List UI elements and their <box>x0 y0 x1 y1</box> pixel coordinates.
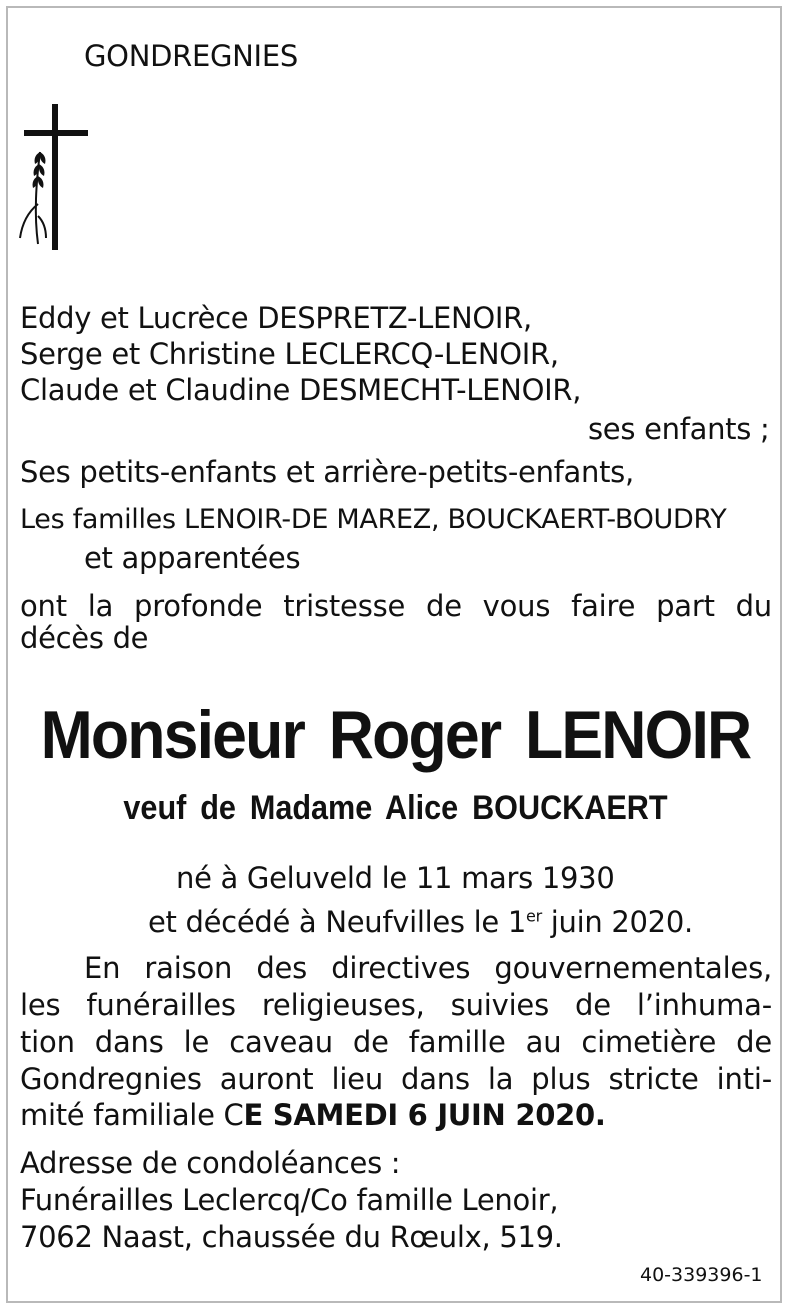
birth-line: né à Geluveld le 11 mars 1930 <box>176 861 615 895</box>
death-date: juin 2020. <box>541 905 693 939</box>
deceased-name: Monsieur Roger LENOIR <box>40 697 751 773</box>
funeral-line: En raison des directives gouvernementales, <box>84 951 772 985</box>
family-line: Claude et Claudine DESMECHT-LENOIR, <box>20 373 582 407</box>
condolences-address: 7062 Naast, chaussée du Rœulx, 519. <box>20 1220 563 1254</box>
families-line: Les familles LENOIR-DE MAREZ, BOUCKAERT-BOUDRY <box>20 504 727 535</box>
condolences-address: Funérailles Leclercq/Co famille Lenoir, <box>20 1183 559 1217</box>
funeral-date: E SAMEDI 6 JUIN 2020. <box>243 1098 606 1132</box>
children-label: ses enfants ; <box>588 412 770 446</box>
funeral-line: les funérailles religieuses, suivies de l’inhuma- <box>20 988 772 1022</box>
death-line <box>148 902 693 942</box>
announce-line: ont la profonde tristesse de vous faire part du <box>20 589 772 623</box>
death-text: et décédé à Neufvilles le 1 <box>148 905 527 939</box>
funeral-text: mité familiale C <box>20 1098 244 1132</box>
condolences-label: Adresse de condoléances : <box>20 1146 401 1180</box>
funeral-line <box>20 1095 606 1135</box>
family-line: Eddy et Lucrèce DESPRETZ-LENOIR, <box>20 301 532 335</box>
family-line: Serge et Christine LECLERCQ-LENOIR, <box>20 337 559 371</box>
announce-line: décès de <box>20 621 149 655</box>
funeral-line: tion dans le caveau de famille au cimetière de <box>20 1025 772 1059</box>
locality-heading: GONDREGNIES <box>84 39 298 73</box>
grandchildren-line: Ses petits-enfants et arrière-petits-enfants, <box>20 455 634 489</box>
reference-number: 40-339396-1 <box>640 1264 763 1286</box>
funeral-line: Gondregnies auront lieu dans la plus stricte inti- <box>20 1062 772 1096</box>
related-line: et apparentées <box>84 541 301 575</box>
cross-wheat-icon <box>14 104 94 250</box>
widower-line: veuf de Madame Alice BOUCKAERT <box>123 789 668 827</box>
ordinal-suffix: er <box>526 906 542 926</box>
